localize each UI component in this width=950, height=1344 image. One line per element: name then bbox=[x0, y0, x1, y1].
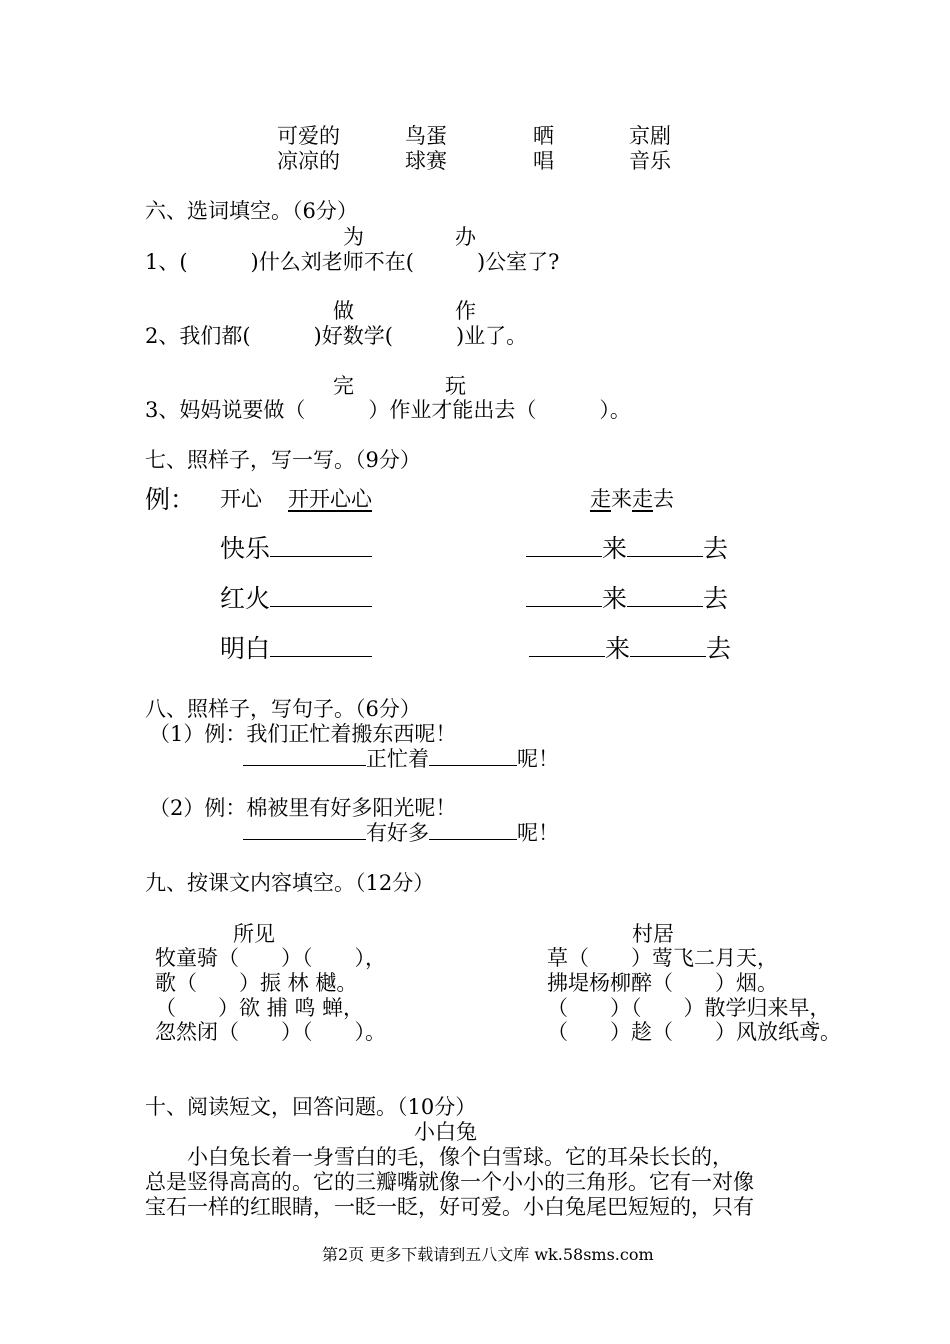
q3-line: 3、妈妈说要做（ ）作业才能出去（ ）。 bbox=[145, 398, 631, 422]
ex1-sentence: （1）例：我们正忙着搬东西呢！ bbox=[149, 722, 457, 746]
item-lai-qu-2 bbox=[526, 586, 728, 611]
word-chang: 唱 bbox=[533, 149, 554, 173]
answer-blank[interactable] bbox=[243, 764, 366, 766]
example1-answer: 开开心心 bbox=[288, 487, 372, 511]
word-yinyue: 音乐 bbox=[629, 149, 671, 173]
q3-option-wan1: 完 bbox=[333, 374, 354, 398]
item-kuaile-text: 快乐 bbox=[220, 534, 271, 563]
page-footer: 第2页 更多下载请到五八文库 wk.58sms.com bbox=[322, 1245, 654, 1264]
section8-title: 八、照样子，写句子。（6分） bbox=[145, 697, 421, 721]
q1-option-ban: 办 bbox=[455, 225, 476, 249]
ex1-mid: 正忙着 bbox=[366, 747, 429, 771]
ex1-end: 呢！ bbox=[517, 747, 559, 771]
passage-line-3: 宝石一样的红眼睛，一眨一眨，好可爱。小白兔尾巴短短的，只有 bbox=[145, 1195, 754, 1219]
q2-option-zuo1: 做 bbox=[333, 299, 354, 323]
word-keai: 可爱的 bbox=[277, 124, 340, 148]
example2-part-zou1: 走 bbox=[590, 487, 611, 511]
answer-blank[interactable] bbox=[270, 555, 372, 557]
poem1-line-1: 牧童骑（ ）（ ）， bbox=[155, 946, 386, 970]
section6-title: 六、选词填空。（6分） bbox=[145, 199, 358, 223]
example-label: 例： bbox=[145, 485, 196, 514]
lai-text: 来 bbox=[605, 634, 631, 663]
example2-part-qu: 去 bbox=[653, 487, 674, 511]
item-lai-qu-3 bbox=[529, 636, 731, 661]
section10-title: 十、阅读短文，回答问题。（10分） bbox=[145, 1095, 477, 1119]
example1-word: 开心 bbox=[220, 487, 262, 511]
answer-blank[interactable] bbox=[429, 838, 517, 840]
passage-title: 小白兔 bbox=[414, 1120, 477, 1144]
word-jingju: 京剧 bbox=[629, 124, 671, 148]
word-shai: 晒 bbox=[533, 124, 554, 148]
section7-title: 七、照样子，写一写。（9分） bbox=[145, 448, 421, 472]
item-mingbai bbox=[220, 636, 372, 661]
answer-blank[interactable] bbox=[243, 838, 366, 840]
word-niaodan: 鸟蛋 bbox=[405, 124, 447, 148]
poem1-line-3: （ ）欲 捕 鸣 蝉， bbox=[155, 996, 365, 1020]
q1-line: 1、( )什么刘老师不在( )公室了? bbox=[145, 250, 560, 274]
q2-line: 2、我们都( )好数学( )业了。 bbox=[145, 324, 528, 348]
ex2-mid: 有好多 bbox=[366, 821, 429, 845]
qu-text: 去 bbox=[706, 634, 732, 663]
section9-title: 九、按课文内容填空。（12分） bbox=[145, 871, 435, 895]
example2-part-lai: 来 bbox=[611, 487, 632, 511]
item-kuaile bbox=[220, 536, 372, 561]
poem1-title: 所见 bbox=[233, 922, 275, 946]
q2-option-zuo2: 作 bbox=[455, 299, 476, 323]
answer-blank[interactable] bbox=[526, 605, 602, 607]
ex2-end: 呢！ bbox=[517, 821, 559, 845]
q3-option-wan2: 玩 bbox=[445, 374, 466, 398]
answer-blank[interactable] bbox=[270, 655, 372, 657]
answer-blank[interactable] bbox=[630, 655, 706, 657]
item-honghuo-text: 红火 bbox=[220, 584, 271, 613]
poem2-title: 村居 bbox=[632, 922, 674, 946]
q1-option-wei: 为 bbox=[343, 225, 364, 249]
lai-text: 来 bbox=[602, 584, 628, 613]
poem2-line-1: 草（ ）莺飞二月天， bbox=[547, 946, 778, 970]
example2-part-zou2: 走 bbox=[632, 487, 653, 511]
answer-blank[interactable] bbox=[627, 605, 703, 607]
qu-text: 去 bbox=[703, 534, 729, 563]
poem1-line-2: 歌（ ）振 林 樾。 bbox=[155, 971, 358, 995]
ex2-sentence: （2）例：棉被里有好多阳光呢！ bbox=[149, 796, 457, 820]
ex2-fill bbox=[243, 823, 559, 844]
word-liangliang: 凉凉的 bbox=[277, 149, 340, 173]
answer-blank[interactable] bbox=[627, 555, 703, 557]
passage-line-2: 总是竖得高高的。它的三瓣嘴就像一个小小的三角形。它有一对像 bbox=[145, 1170, 754, 1194]
qu-text: 去 bbox=[703, 584, 729, 613]
item-mingbai-text: 明白 bbox=[220, 634, 271, 663]
poem2-line-3: （ ）（ ）散学归来早， bbox=[547, 996, 831, 1020]
lai-text: 来 bbox=[602, 534, 628, 563]
answer-blank[interactable] bbox=[429, 764, 517, 766]
poem1-line-4: 忽然闭（ ）（ ）。 bbox=[155, 1020, 386, 1044]
poem2-line-4: （ ）趁（ ）风放纸鸢。 bbox=[547, 1020, 841, 1044]
item-honghuo bbox=[220, 586, 372, 611]
word-qiusai: 球赛 bbox=[405, 149, 447, 173]
answer-blank[interactable] bbox=[270, 605, 372, 607]
answer-blank[interactable] bbox=[529, 655, 605, 657]
poem2-line-2: 拂堤杨柳醉（ ）烟。 bbox=[547, 971, 778, 995]
item-lai-qu-1 bbox=[526, 536, 728, 561]
passage-line-1: 小白兔长着一身雪白的毛，像个白雪球。它的耳朵长长的， bbox=[145, 1145, 733, 1169]
answer-blank[interactable] bbox=[526, 555, 602, 557]
example2-answer bbox=[590, 489, 674, 510]
ex1-fill bbox=[243, 749, 559, 770]
